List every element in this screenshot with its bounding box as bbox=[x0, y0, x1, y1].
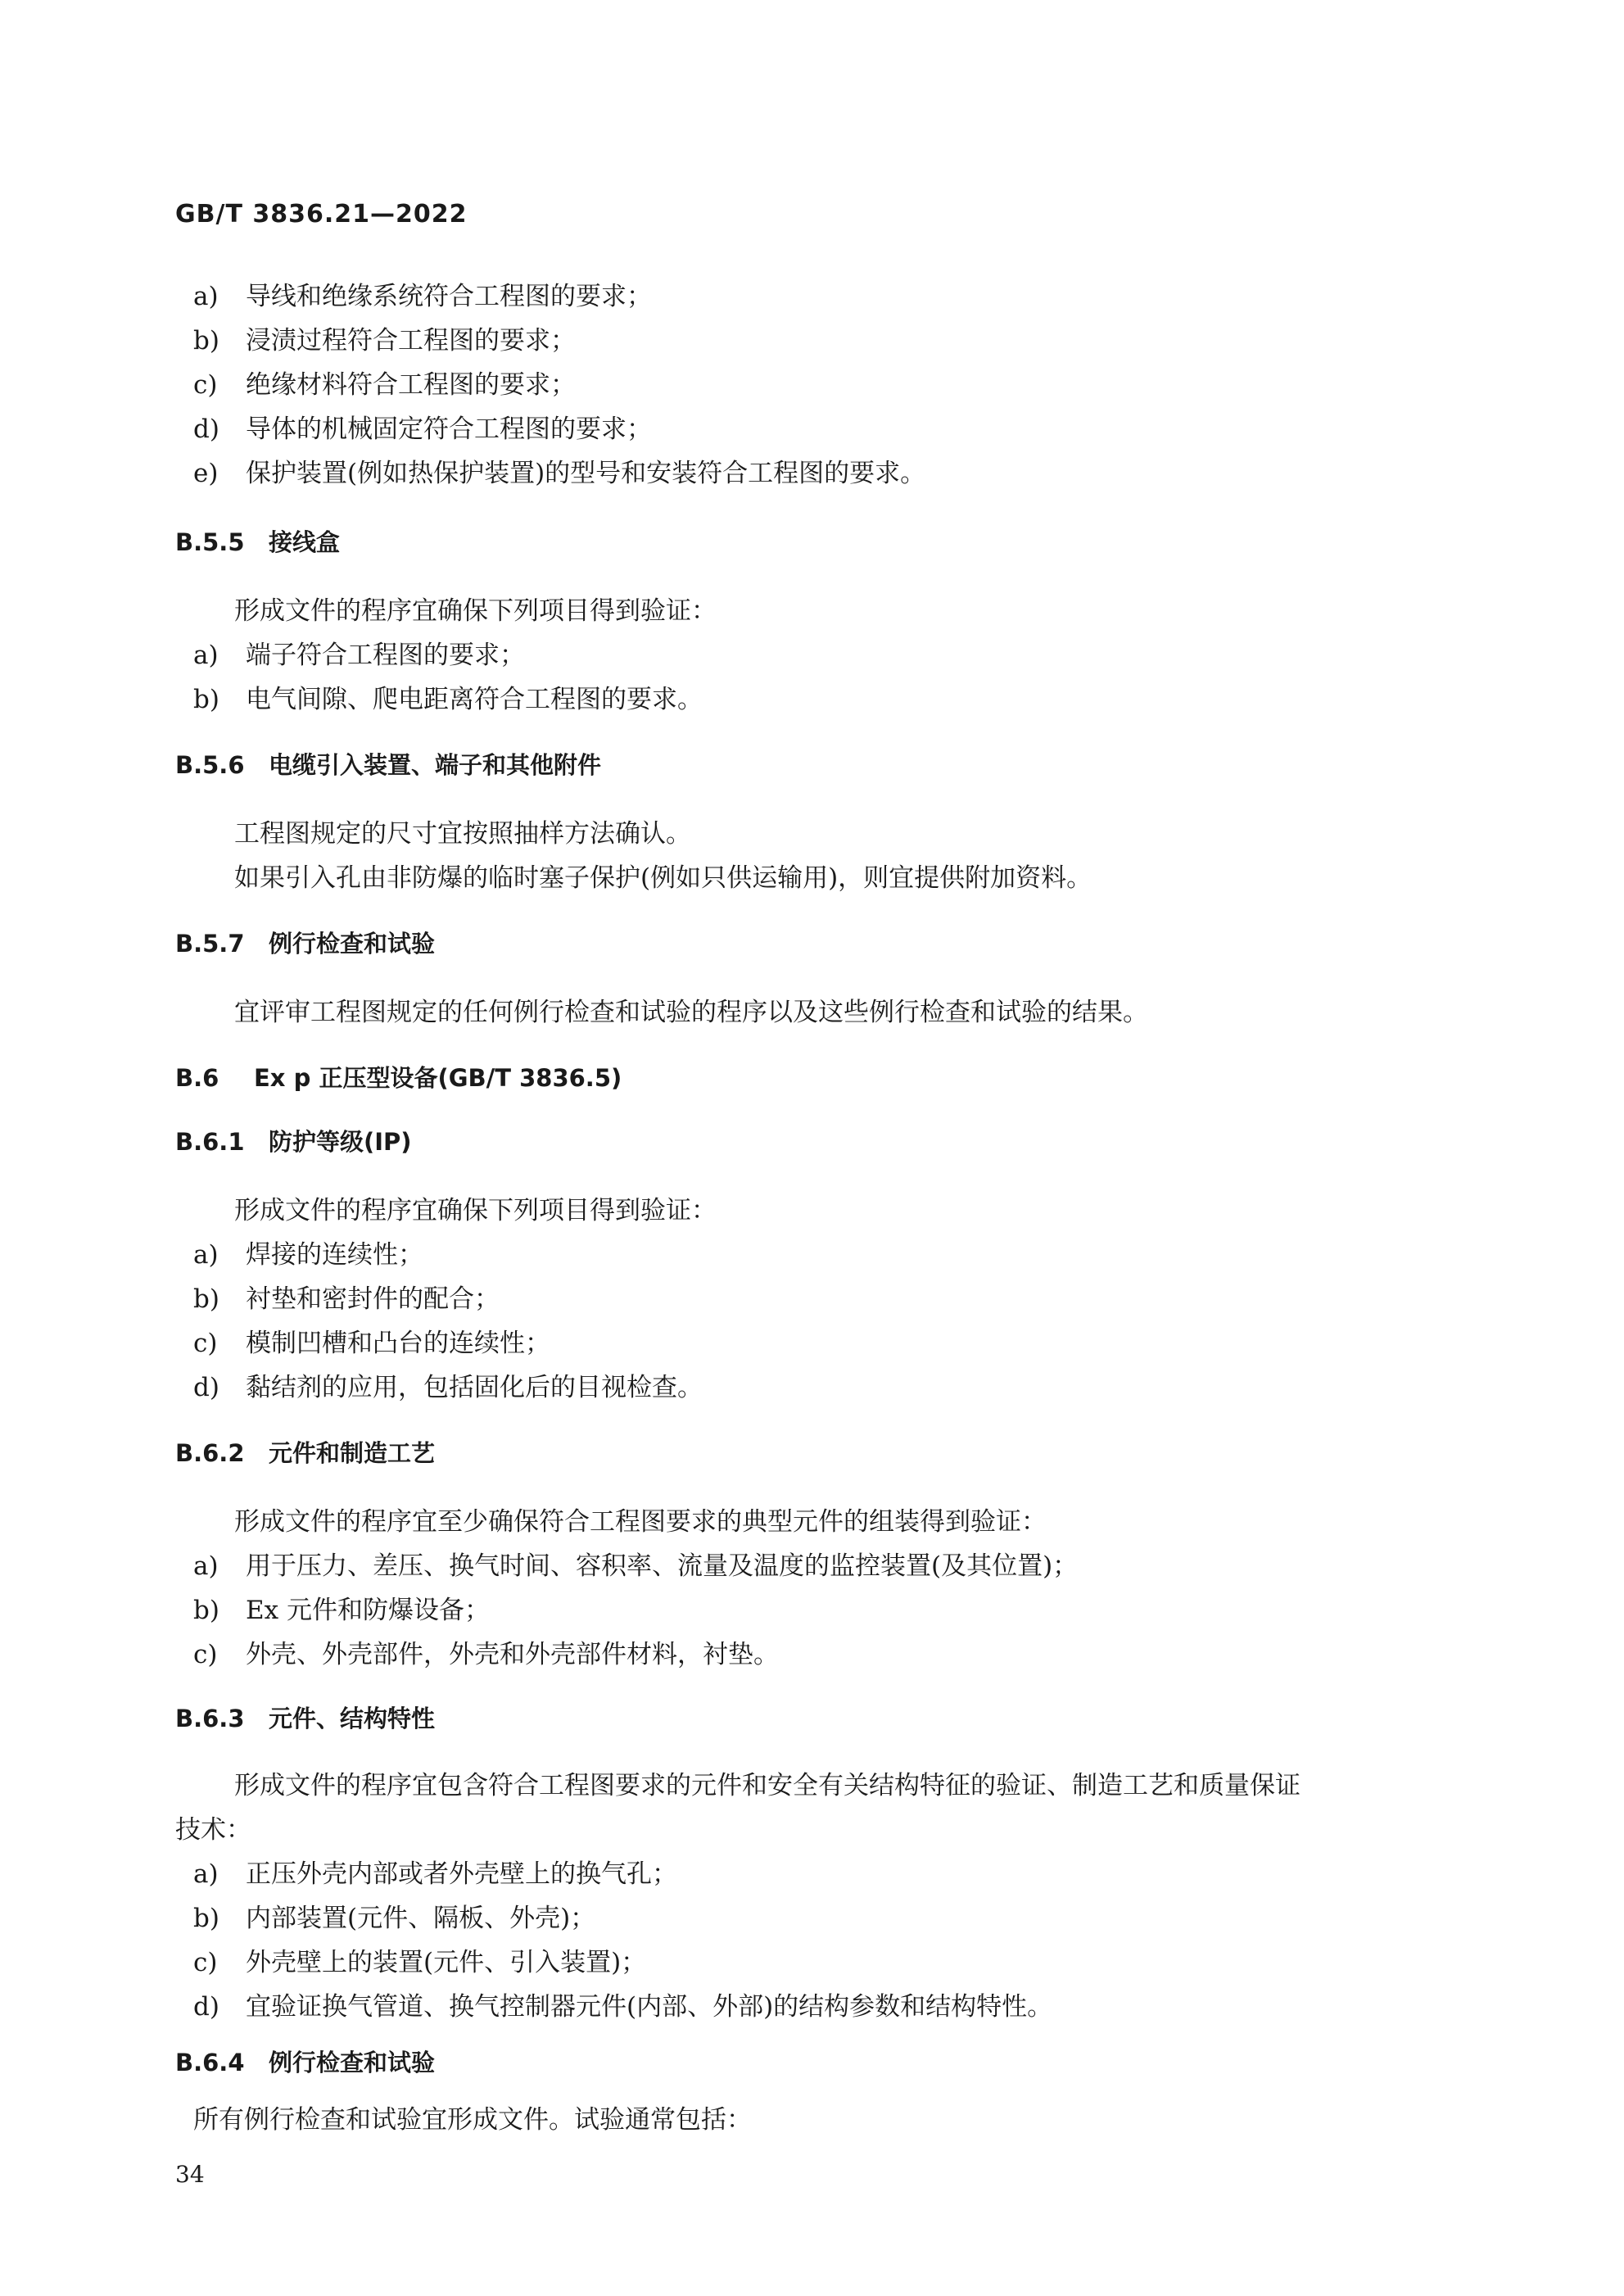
paragraph: 如果引入孔由非防爆的临时塞子保护(例如只供运输用)，则宜提供附加资料。 bbox=[234, 863, 1092, 893]
section-title: 例行检查和试验 bbox=[269, 2049, 436, 2076]
page-number: 34 bbox=[175, 2161, 205, 2188]
list-item bbox=[193, 1941, 646, 1978]
list-text: 用于压力、差压、换气时间、容积率、流量及温度的监控装置(及其位置)； bbox=[246, 1551, 1079, 1581]
list-text: 正压外壳内部或者外壳壁上的换气孔； bbox=[246, 1859, 677, 1889]
paragraph: 宜评审工程图规定的任何例行检查和试验的程序以及这些例行检查和试验的结果。 bbox=[234, 998, 1148, 1027]
list-item bbox=[193, 1589, 490, 1626]
list-item bbox=[193, 1897, 595, 1934]
list-item bbox=[193, 1853, 677, 1890]
paragraph-continuation: 技术： bbox=[175, 1815, 251, 1845]
list-text: 衬垫和密封件的配合； bbox=[246, 1284, 500, 1314]
list-label: e) bbox=[193, 459, 219, 488]
section-heading bbox=[175, 1060, 622, 1094]
section-number: B.6.3 bbox=[175, 1705, 245, 1732]
section-number: B.6 bbox=[175, 1064, 219, 1092]
list-text: 保护装置(例如热保护装置)的型号和安装符合工程图的要求。 bbox=[246, 459, 926, 488]
list-label: a) bbox=[193, 1551, 219, 1581]
list-label: d) bbox=[193, 1373, 219, 1402]
section-number: B.5.6 bbox=[175, 751, 245, 779]
list-item bbox=[193, 1545, 1078, 1582]
paragraph: 工程图规定的尺寸宜按照抽样方法确认。 bbox=[234, 819, 691, 849]
list-label: c) bbox=[193, 370, 218, 400]
list-text: 端子符合工程图的要求； bbox=[246, 641, 525, 670]
section-heading bbox=[175, 1435, 435, 1469]
list-item bbox=[193, 1234, 423, 1270]
section-title: 例行检查和试验 bbox=[269, 930, 436, 958]
list-label: a) bbox=[193, 1240, 219, 1270]
list-label: b) bbox=[193, 1904, 219, 1933]
list-item bbox=[193, 452, 925, 489]
paragraph: 形成文件的程序宜确保下列项目得到验证： bbox=[234, 1196, 717, 1225]
section-title: 接线盒 bbox=[269, 528, 341, 556]
list-label: c) bbox=[193, 1640, 218, 1669]
list-item bbox=[193, 1986, 1052, 2022]
list-label: a) bbox=[193, 1859, 219, 1889]
list-label: d) bbox=[193, 1992, 219, 2022]
list-text: Ex 元件和防爆设备； bbox=[246, 1596, 490, 1625]
list-label: a) bbox=[193, 641, 219, 670]
list-text: 宜验证换气管道、换气控制器元件(内部、外部)的结构参数和结构特性。 bbox=[246, 1992, 1053, 2022]
list-label: a) bbox=[193, 282, 219, 311]
list-item bbox=[193, 634, 525, 671]
section-number: B.6.4 bbox=[175, 2049, 245, 2076]
list-label: b) bbox=[193, 685, 219, 714]
section-number: B.5.5 bbox=[175, 528, 245, 556]
section-title: 防护等级(IP) bbox=[269, 1128, 412, 1156]
section-title: 元件和制造工艺 bbox=[269, 1439, 436, 1467]
list-item bbox=[193, 364, 576, 401]
list-item bbox=[193, 1366, 703, 1403]
list-item bbox=[193, 319, 576, 356]
paragraph: 形成文件的程序宜包含符合工程图要求的元件和安全有关结构特征的验证、制造工艺和质量保证 bbox=[234, 1771, 1301, 1800]
section-heading bbox=[175, 747, 601, 781]
list-text: 黏结剂的应用，包括固化后的目视检查。 bbox=[246, 1373, 703, 1402]
document-code: GB/T 3836.21—2022 bbox=[175, 200, 468, 229]
list-label: d) bbox=[193, 414, 219, 444]
list-text: 浸渍过程符合工程图的要求； bbox=[246, 326, 576, 355]
section-number: B.5.7 bbox=[175, 930, 245, 958]
list-item bbox=[193, 275, 652, 312]
list-label: c) bbox=[193, 1948, 218, 1977]
paragraph: 形成文件的程序宜确保下列项目得到验证： bbox=[234, 596, 717, 626]
list-text: 电气间隙、爬电距离符合工程图的要求。 bbox=[246, 685, 703, 714]
list-text: 绝缘材料符合工程图的要求； bbox=[246, 370, 576, 400]
section-heading bbox=[175, 1124, 412, 1157]
list-text: 焊接的连续性； bbox=[246, 1240, 423, 1270]
list-label: b) bbox=[193, 1284, 219, 1314]
section-heading bbox=[175, 1700, 435, 1734]
section-title: 元件、结构特性 bbox=[269, 1705, 436, 1732]
list-text: 外壳壁上的装置(元件、引入装置)； bbox=[246, 1948, 647, 1977]
list-label: b) bbox=[193, 326, 219, 355]
list-text: 外壳、外壳部件，外壳和外壳部件材料，衬垫。 bbox=[246, 1640, 779, 1669]
list-label: b) bbox=[193, 1596, 219, 1625]
section-title: Ex p 正压型设备(GB/T 3836.5) bbox=[254, 1064, 622, 1092]
list-text: 导体的机械固定符合工程图的要求； bbox=[246, 414, 652, 444]
section-heading bbox=[175, 926, 435, 959]
section-heading bbox=[175, 524, 340, 558]
list-item bbox=[193, 678, 703, 715]
section-number: B.6.2 bbox=[175, 1439, 245, 1467]
list-text: 内部装置(元件、隔板、外壳)； bbox=[246, 1904, 596, 1933]
list-item bbox=[193, 1322, 550, 1359]
list-label: c) bbox=[193, 1329, 218, 1358]
paragraph: 形成文件的程序宜至少确保符合工程图要求的典型元件的组装得到验证： bbox=[234, 1507, 1047, 1537]
paragraph: 所有例行检查和试验宜形成文件。试验通常包括： bbox=[193, 2105, 752, 2135]
list-item bbox=[193, 1278, 500, 1315]
section-heading bbox=[175, 2045, 435, 2078]
list-item bbox=[193, 408, 652, 445]
list-item bbox=[193, 1633, 779, 1670]
section-number: B.6.1 bbox=[175, 1128, 245, 1156]
list-text: 导线和绝缘系统符合工程图的要求； bbox=[246, 282, 652, 311]
section-title: 电缆引入装置、端子和其他附件 bbox=[269, 751, 602, 779]
list-text: 模制凹槽和凸台的连续性； bbox=[246, 1329, 550, 1358]
